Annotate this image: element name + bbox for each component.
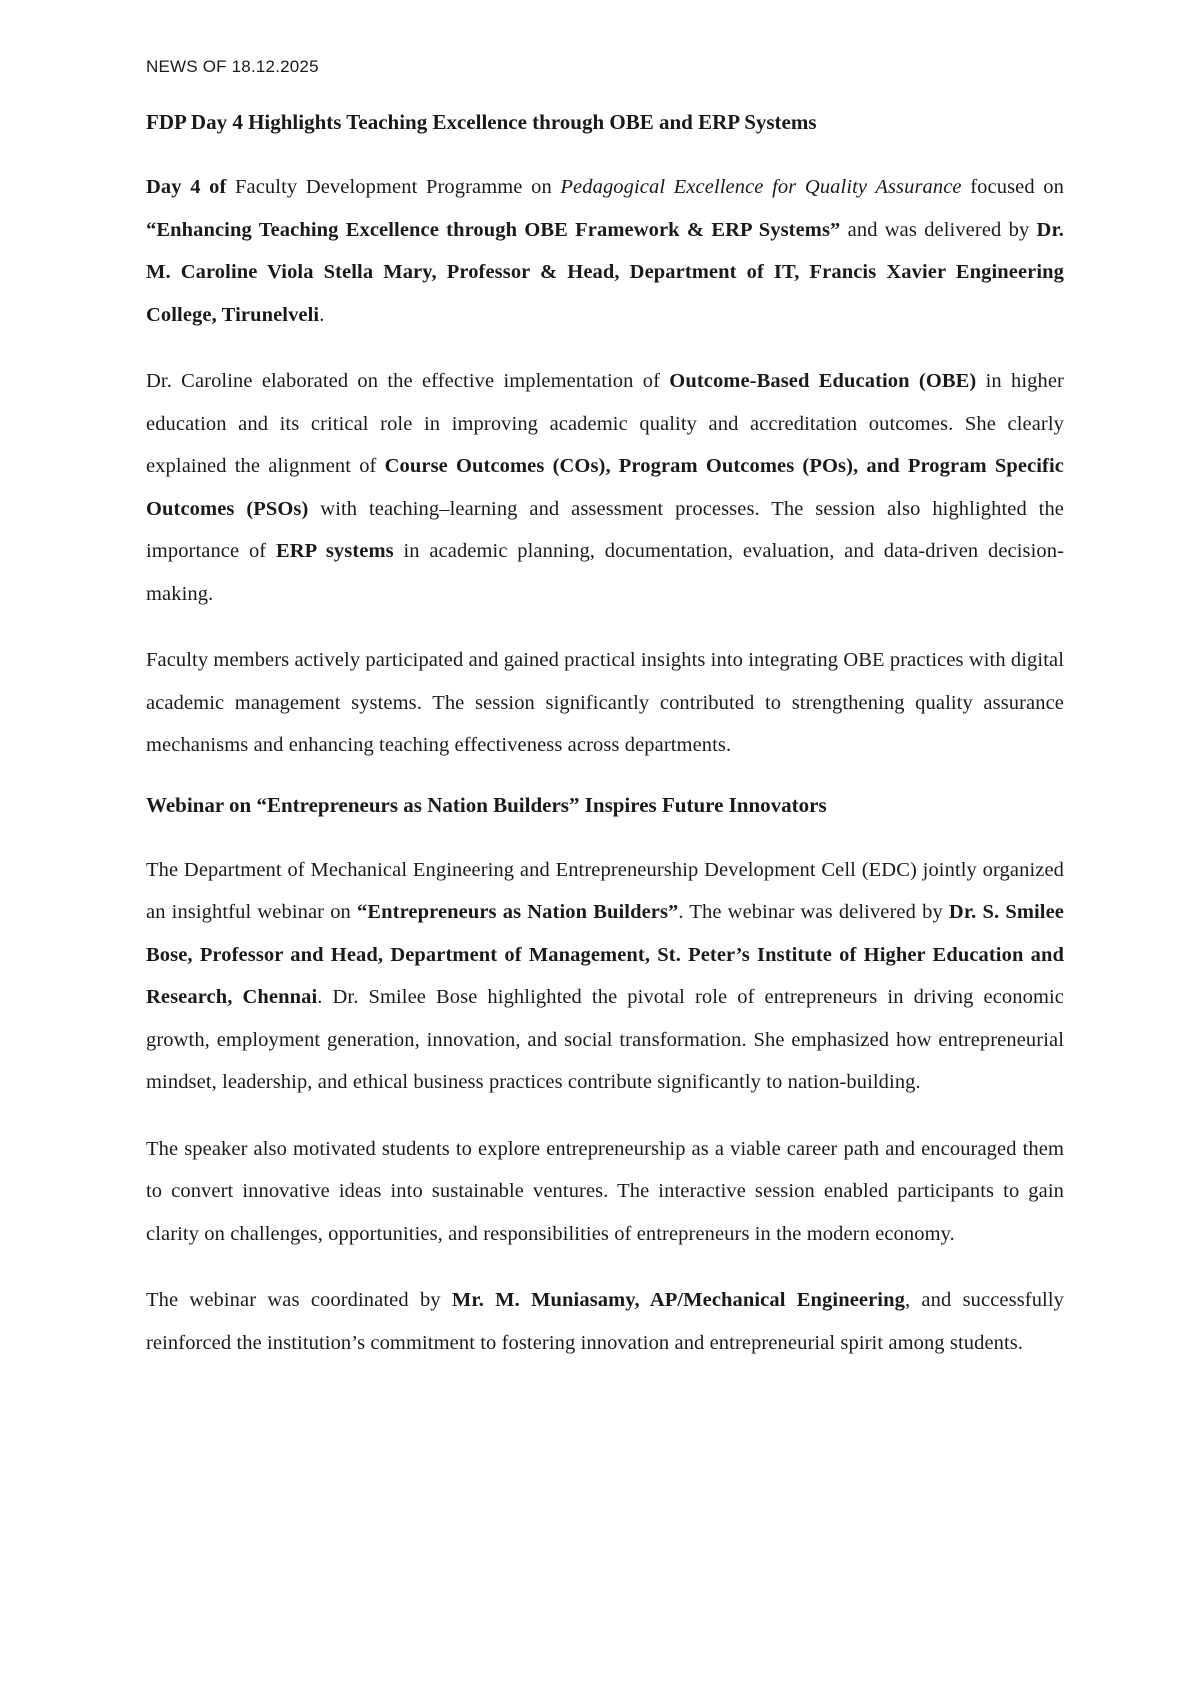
article-2-paragraph-1 [146,849,1064,1104]
article-1-paragraph-1 [146,166,1064,336]
text-run: The webinar was coordinated by [146,1289,452,1311]
text-run: and was delivered by [840,218,1037,241]
news-dateline: NEWS OF 18.12.2025 [146,57,319,76]
text-run: focused on [961,176,1064,198]
text-run: ERP systems [275,540,394,562]
text-run: . [319,303,325,326]
article-2-paragraph-3 [146,1279,1064,1364]
text-run: “Entrepreneurs as Nation Builders” [357,901,679,923]
text-run: with teaching–learning and assessment processes. The session also highlighted the importance of [146,497,1064,562]
text-run: Outcome-Based Education (OBE) [669,370,977,392]
article-2-paragraph-2: The speaker also motivated students to explore entrepreneurship as a viable career path and encouraged them to convert innovative ideas into sustainable ventures. The interactive session enabled participants to gain clarity on challenges, opportunities, and responsibilities of entrepreneurs in the modern economy. [146,1137,1064,1245]
text-run: Dr. S. Smilee Bose, Professor and Head, Department of Management, St. Peter’s Institute of Higher Education and Research, Chennai [146,901,1064,1008]
document-page [146,56,1064,1388]
text-run: The Department of Mechanical Engineering and Entrepreneurship Development Cell (EDC) jointly organized an insightful webinar on [146,858,1064,923]
text-run: in academic planning, documentation, evaluation, and data-driven decision-making. [146,540,1065,605]
text-run: in higher education and its critical role in improving academic quality and accreditation outcomes. She clearly explained the alignment of [146,370,1064,477]
text-run: Pedagogical Excellence for Quality Assurance [560,176,962,198]
text-run: Mr. M. Muniasamy, AP/Mechanical Engineering [451,1289,905,1311]
text-run: . Dr. Smilee Bose highlighted the pivotal role of entrepreneurs in driving economic growth, employment generation, innovation, and social transformation. She emphasized how entrepreneurial mindset, leadership, and ethical business practices contribute significantly to nation-building. [146,986,1064,1093]
text-run: Dr. Caroline elaborated on the effective implementation of [146,370,670,392]
text-run: . The webinar was delivered by [678,901,949,923]
text-run: Day 4 of [146,176,227,198]
text-run: , and successfully reinforced the institution’s commitment to fostering innovation and entrepreneurial spirit among students. [146,1289,1064,1354]
article-2-title: Webinar on “Entrepreneurs as Nation Builders” Inspires Future Innovators [146,792,827,817]
text-run: Course Outcomes (COs), Program Outcomes (POs), and Program Specific Outcomes (PSOs) [146,455,1064,520]
text-run: “Enhancing Teaching Excellence through OBE Framework & ERP Systems” [146,218,841,241]
text-run: Faculty Development Programme on [226,176,561,198]
article-1-paragraph-2 [146,360,1064,615]
article-1-paragraph-3: Faculty members actively participated and gained practical insights into integrating OBE practices with digital academic management systems. The session significantly contributed to strengthening quality assurance mechanisms and enhancing teaching effectiveness across departments. [146,649,1064,756]
article-1-title: FDP Day 4 Highlights Teaching Excellence through OBE and ERP Systems [146,110,817,134]
text-run: Dr. M. Caroline Viola Stella Mary, Professor & Head, Department of IT, Francis Xavier Engineering College, Tirunelveli [146,218,1064,326]
